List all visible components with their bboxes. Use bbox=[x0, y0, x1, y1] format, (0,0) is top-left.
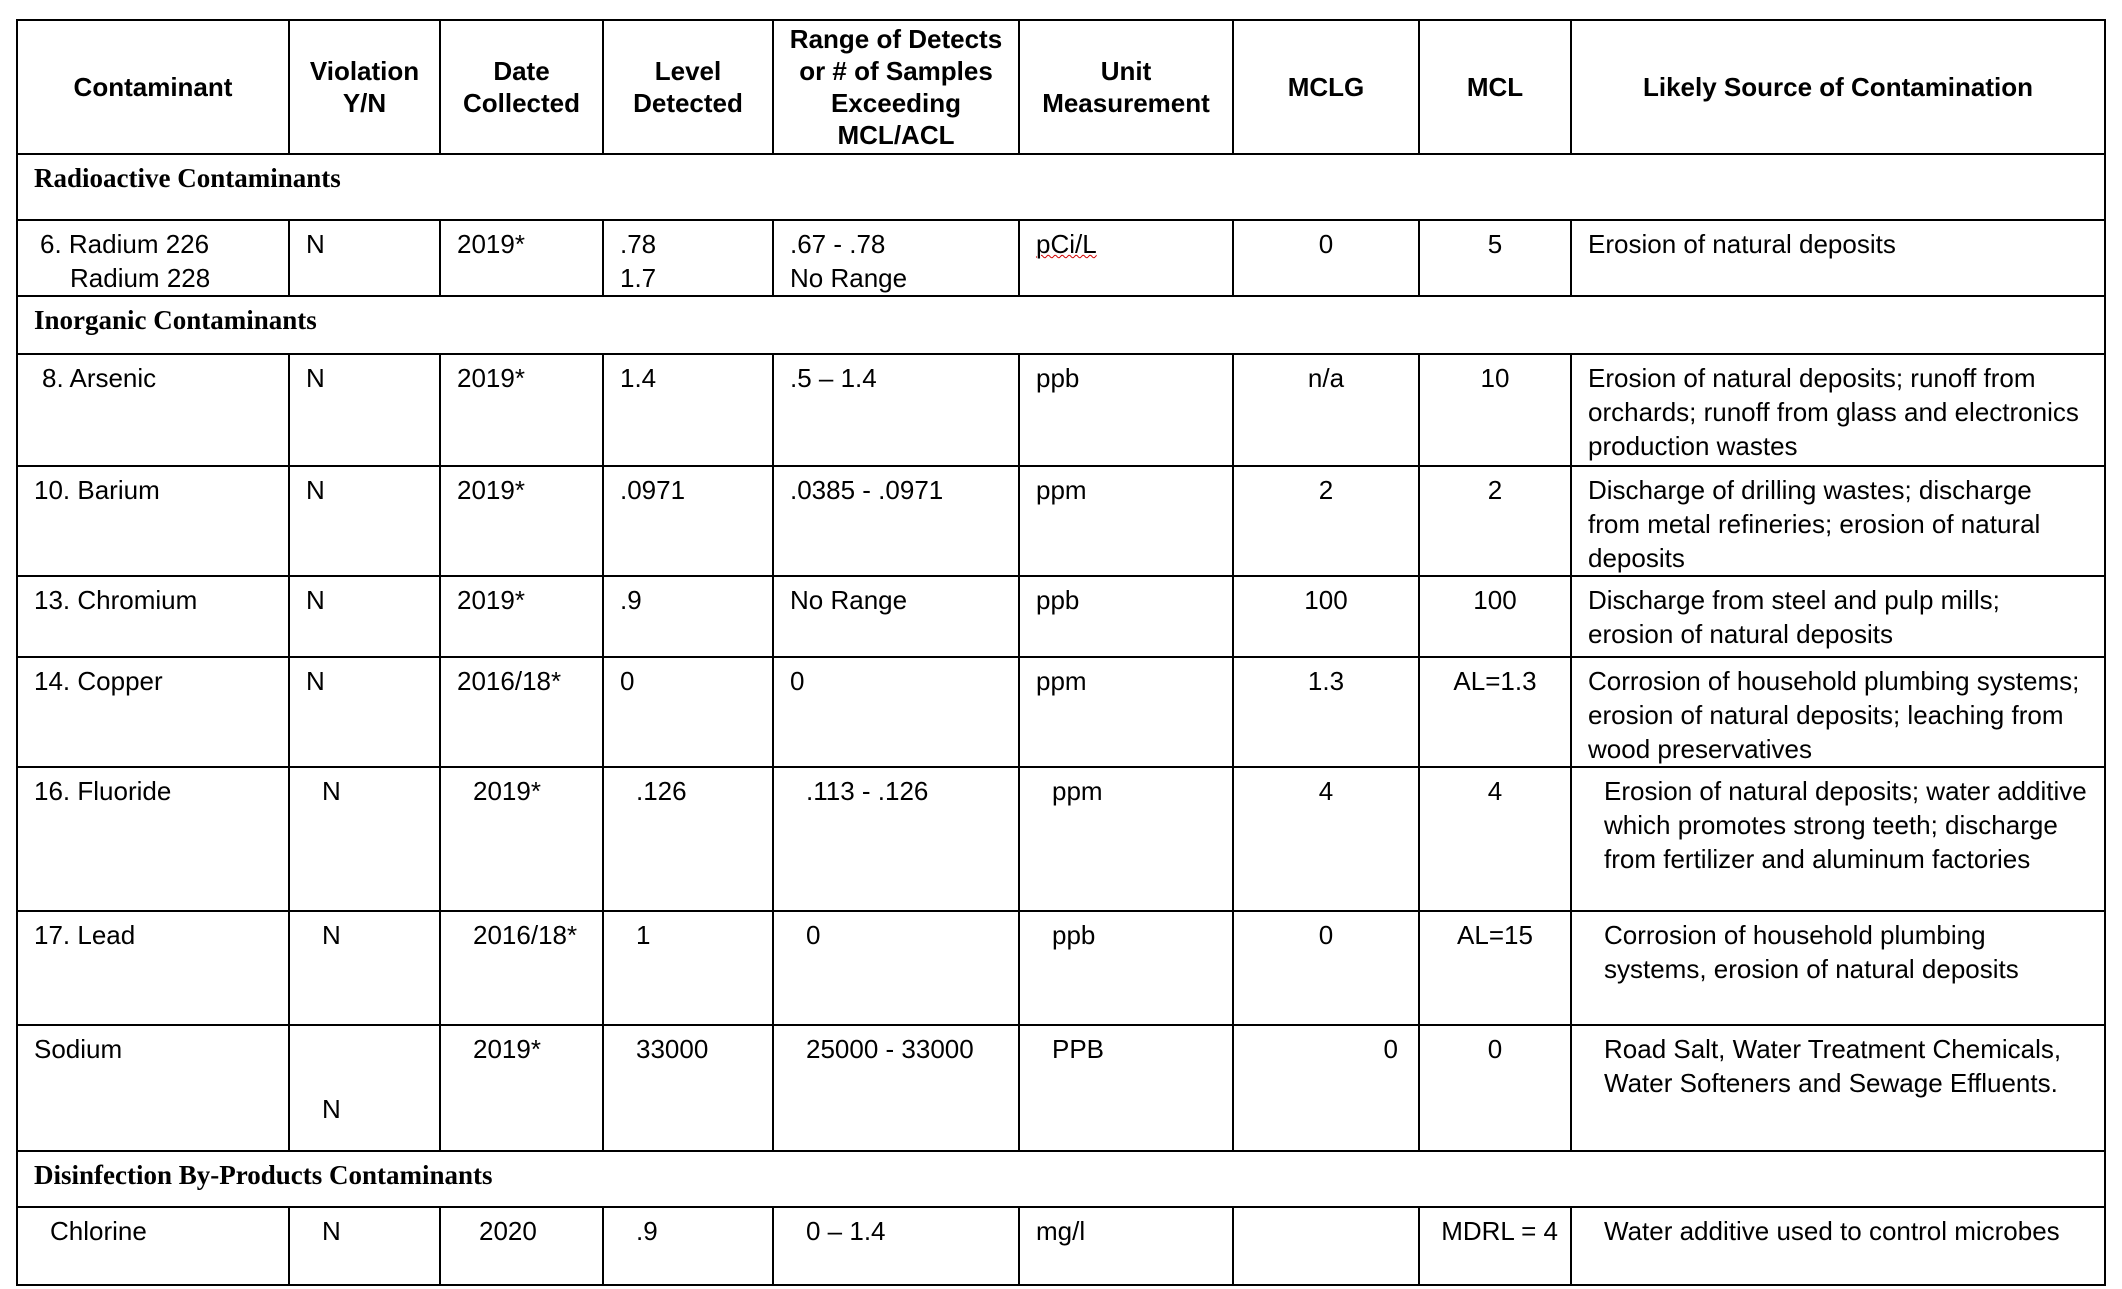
range-cell: 0 bbox=[773, 911, 1019, 1025]
level-cell bbox=[603, 220, 773, 296]
mclg-cell: 2 bbox=[1233, 466, 1419, 576]
source-cell: Water additive used to control microbes bbox=[1571, 1207, 2105, 1285]
header-source: Likely Source of Contamination bbox=[1571, 20, 2105, 154]
contaminant-radium-228: Radium 228 bbox=[70, 263, 211, 293]
table-row bbox=[17, 354, 2105, 466]
violation-cell: N bbox=[289, 576, 440, 657]
mclg-cell bbox=[1233, 1207, 1419, 1285]
mclg-cell: 1.3 bbox=[1233, 657, 1419, 767]
range-cell: 0 – 1.4 bbox=[773, 1207, 1019, 1285]
mcl-cell: 0 bbox=[1419, 1025, 1571, 1151]
violation-cell: N bbox=[289, 911, 440, 1025]
level-cell: 33000 bbox=[603, 1025, 773, 1151]
contaminant-cell bbox=[17, 220, 289, 296]
table-row bbox=[17, 657, 2105, 767]
mcl-cell: 4 bbox=[1419, 767, 1571, 911]
violation-cell: N bbox=[289, 1207, 440, 1285]
date-cell: 2016/18* bbox=[440, 657, 603, 767]
header-contaminant: Contaminant bbox=[17, 20, 289, 154]
section-title: Disinfection By-Products Contaminants bbox=[17, 1151, 2105, 1207]
contaminant-cell: 10. Barium bbox=[17, 466, 289, 576]
unit-value: pCi/L bbox=[1036, 229, 1097, 259]
date-cell: 2020 bbox=[440, 1207, 603, 1285]
range-cell: .5 – 1.4 bbox=[773, 354, 1019, 466]
source-cell: Road Salt, Water Treatment Chemicals, Water Softeners and Sewage Effluents. bbox=[1571, 1025, 2105, 1151]
unit-cell: ppb bbox=[1019, 911, 1233, 1025]
header-row bbox=[17, 20, 2105, 154]
level-cell: .9 bbox=[603, 1207, 773, 1285]
section-radioactive bbox=[17, 154, 2105, 220]
range-radium-228: No Range bbox=[790, 263, 908, 293]
mcl-cell: 2 bbox=[1419, 466, 1571, 576]
date-cell: 2019* bbox=[440, 767, 603, 911]
header-mclg: MCLG bbox=[1233, 20, 1419, 154]
range-cell bbox=[773, 220, 1019, 296]
table-row bbox=[17, 1025, 2105, 1151]
source-cell: Corrosion of household plumbing systems, erosion of natural deposits bbox=[1571, 911, 2105, 1025]
unit-cell: ppm bbox=[1019, 657, 1233, 767]
violation-cell bbox=[289, 1025, 440, 1151]
range-radium-226: .67 - .78 bbox=[790, 229, 886, 259]
section-title: Inorganic Contaminants bbox=[17, 296, 2105, 354]
mcl-cell: AL=15 bbox=[1419, 911, 1571, 1025]
mclg-cell: 0 bbox=[1233, 220, 1419, 296]
header-unit: Unit Measurement bbox=[1019, 20, 1233, 154]
table-row bbox=[17, 466, 2105, 576]
section-title: Radioactive Contaminants bbox=[17, 154, 2105, 220]
range-cell: .113 - .126 bbox=[773, 767, 1019, 911]
contaminant-radium-226: 6. Radium 226 bbox=[40, 229, 210, 259]
unit-cell: PPB bbox=[1019, 1025, 1233, 1151]
mcl-cell: 10 bbox=[1419, 354, 1571, 466]
level-cell: .126 bbox=[603, 767, 773, 911]
section-disinfection bbox=[17, 1151, 2105, 1207]
range-cell: No Range bbox=[773, 576, 1019, 657]
unit-cell: ppm bbox=[1019, 466, 1233, 576]
mcl-cell: 5 bbox=[1419, 220, 1571, 296]
contaminant-cell: 13. Chromium bbox=[17, 576, 289, 657]
level-cell: 1 bbox=[603, 911, 773, 1025]
source-cell: Discharge from steel and pulp mills; erosion of natural deposits bbox=[1571, 576, 2105, 657]
mcl-cell: 100 bbox=[1419, 576, 1571, 657]
contaminant-cell: 8. Arsenic bbox=[17, 354, 289, 466]
mclg-cell: 100 bbox=[1233, 576, 1419, 657]
mcl-cell: AL=1.3 bbox=[1419, 657, 1571, 767]
section-inorganic bbox=[17, 296, 2105, 354]
range-cell: .0385 - .0971 bbox=[773, 466, 1019, 576]
source-cell: Erosion of natural deposits; runoff from orchards; runoff from glass and electronics production wastes bbox=[1571, 354, 2105, 466]
source-cell: Erosion of natural deposits; water additive which promotes strong teeth; discharge from fertilizer and aluminum factories bbox=[1571, 767, 2105, 911]
table-row bbox=[17, 767, 2105, 911]
table-row bbox=[17, 576, 2105, 657]
contaminant-cell: 14. Copper bbox=[17, 657, 289, 767]
date-cell: 2019* bbox=[440, 1025, 603, 1151]
contaminant-cell: 17. Lead bbox=[17, 911, 289, 1025]
date-cell: 2019* bbox=[440, 576, 603, 657]
header-range: Range of Detects or # of Samples Exceeding MCL/ACL bbox=[773, 20, 1019, 154]
header-level: Level Detected bbox=[603, 20, 773, 154]
violation-cell: N bbox=[289, 220, 440, 296]
contaminant-table bbox=[16, 19, 2106, 1286]
unit-cell bbox=[1019, 220, 1233, 296]
violation-cell: N bbox=[289, 354, 440, 466]
header-date: Date Collected bbox=[440, 20, 603, 154]
header-violation: Violation Y/N bbox=[289, 20, 440, 154]
range-cell: 25000 - 33000 bbox=[773, 1025, 1019, 1151]
level-cell: .0971 bbox=[603, 466, 773, 576]
range-cell: 0 bbox=[773, 657, 1019, 767]
violation-cell: N bbox=[289, 466, 440, 576]
violation-value: N bbox=[322, 1094, 341, 1124]
contaminant-cell: Sodium bbox=[17, 1025, 289, 1151]
source-cell: Corrosion of household plumbing systems; erosion of natural deposits; leaching from wood preservatives bbox=[1571, 657, 2105, 767]
table-row bbox=[17, 911, 2105, 1025]
violation-cell: N bbox=[289, 657, 440, 767]
level-cell: .9 bbox=[603, 576, 773, 657]
date-cell: 2019* bbox=[440, 220, 603, 296]
date-cell: 2019* bbox=[440, 354, 603, 466]
level-radium-226: .78 bbox=[620, 229, 657, 259]
table-row-chlorine bbox=[17, 1207, 2105, 1285]
unit-cell: ppm bbox=[1019, 767, 1233, 911]
source-cell: Discharge of drilling wastes; discharge from metal refineries; erosion of natural deposits bbox=[1571, 466, 2105, 576]
mcl-cell: MDRL = 4 bbox=[1419, 1207, 1571, 1285]
date-cell: 2019* bbox=[440, 466, 603, 576]
unit-cell: ppb bbox=[1019, 576, 1233, 657]
violation-cell: N bbox=[289, 767, 440, 911]
date-cell: 2016/18* bbox=[440, 911, 603, 1025]
contaminant-cell: Chlorine bbox=[17, 1207, 289, 1285]
source-cell: Erosion of natural deposits bbox=[1571, 220, 2105, 296]
mclg-cell: 0 bbox=[1233, 911, 1419, 1025]
level-cell: 0 bbox=[603, 657, 773, 767]
unit-cell: ppb bbox=[1019, 354, 1233, 466]
header-mcl: MCL bbox=[1419, 20, 1571, 154]
mclg-cell: n/a bbox=[1233, 354, 1419, 466]
table-row-radium bbox=[17, 220, 2105, 296]
contaminant-cell: 16. Fluoride bbox=[17, 767, 289, 911]
unit-cell: mg/l bbox=[1019, 1207, 1233, 1285]
mclg-cell: 0 bbox=[1233, 1025, 1419, 1151]
level-cell: 1.4 bbox=[603, 354, 773, 466]
level-radium-228: 1.7 bbox=[620, 263, 657, 293]
mclg-cell: 4 bbox=[1233, 767, 1419, 911]
